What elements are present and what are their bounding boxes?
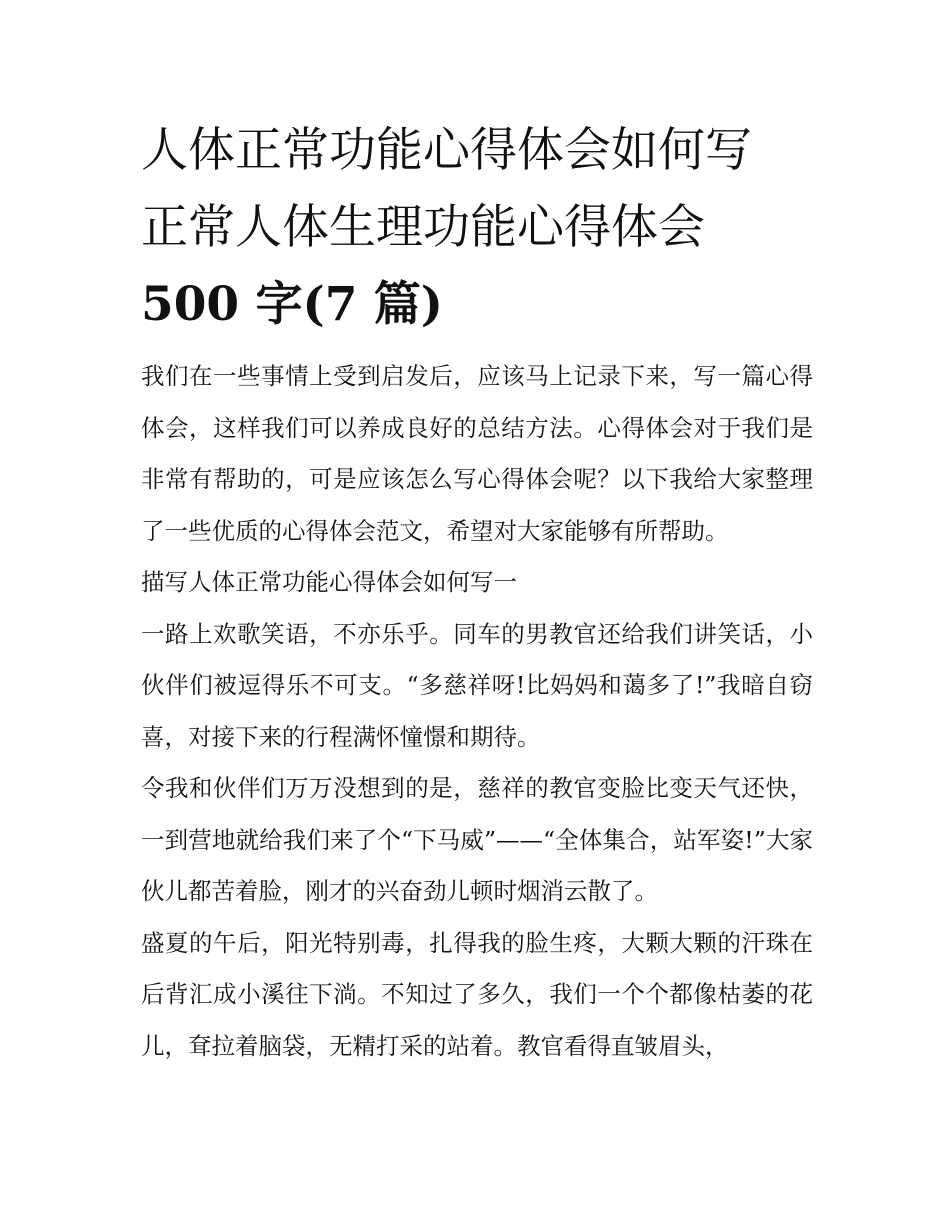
body-paragraph: 一路上欢歌笑语，不亦乐乎。同车的男教官还给我们讲笑话，小伙伴们被逗得乐不可支。“多慈祥呀!比妈妈和蔼多了!”我暗自窃喜，对接下来的行程满怀憧憬和期待。	[141, 619, 813, 751]
body-paragraph: 盛夏的午后，阳光特别毒，扎得我的脸生疼，大颗大颗的汗珠在后背汇成小溪往下淌。不知过了多久，我们一个个都像枯萎的花儿，耷拉着脑袋，无精打采的站着。教官看得直皱眉头，	[141, 928, 813, 1060]
document-page	[141, 112, 813, 1072]
title-line-2: 正常人体生理功能心得体会	[141, 200, 705, 255]
document-body	[141, 351, 813, 1072]
document-title	[141, 112, 813, 343]
body-paragraph: 令我和伙伴们万万没想到的是，慈祥的教官变脸比变天气还快，一到营地就给我们来了个“下马威”——“全体集合，站军姿!”大家伙儿都苦着脸，刚才的兴奋劲儿顿时烟消云散了。	[141, 774, 813, 905]
title-line-3: 500 字(7 篇)	[141, 277, 444, 332]
section-heading: 描写人体正常功能心得体会如何写一	[141, 568, 517, 596]
title-line-1: 人体正常功能心得体会如何写	[141, 123, 752, 178]
intro-paragraph: 我们在一些事情上受到启发后，应该马上记录下来，写一篇心得体会，这样我们可以养成良好的总结方法。心得体会对于我们是非常有帮助的，可是应该怎么写心得体会呢？以下我给大家整理了一些优质的心得体会范文，希望对大家能够有所帮助。	[141, 362, 813, 545]
